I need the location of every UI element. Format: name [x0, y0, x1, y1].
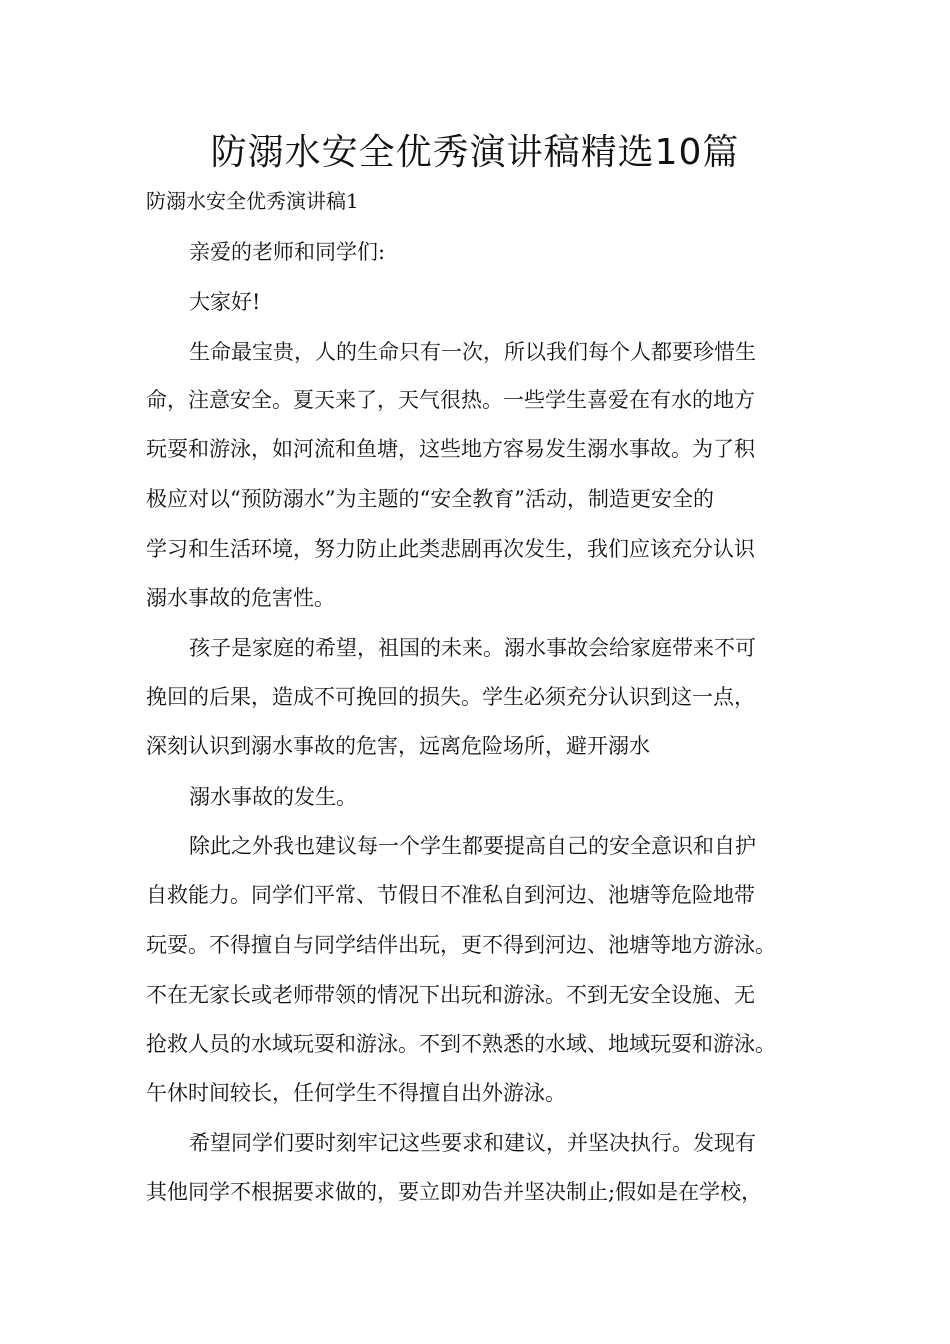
- text-line: 挽回的后果，造成不可挽回的损失。学生必须充分认识到这一点，: [146, 685, 755, 709]
- text-line: 除此之外我也建议每一个学生都要提高自己的安全意识和自护: [189, 834, 756, 858]
- text-line: 玩耍。不得擅自与同学结伴出玩，更不得到河边、池塘等地方游泳。: [146, 933, 776, 957]
- text-line: 极应对以“预防溺水”为主题的“安全教育”活动，制造更安全的: [146, 487, 714, 511]
- text-line: 亲爱的老师和同学们:: [189, 240, 386, 264]
- text-line: 其他同学不根据要求做的，要立即劝告并坚决制止;假如是在学校，: [146, 1180, 763, 1204]
- text-line: 自救能力。同学们平常、节假日不准私自到河边、池塘等危险地带: [146, 883, 755, 907]
- text-line: 学习和生活环境，努力防止此类悲剧再次发生，我们应该充分认识: [146, 537, 755, 561]
- text-line: 希望同学们要时刻牢记这些要求和建议，并坚决执行。发现有: [189, 1131, 756, 1155]
- text-line: 大家好!: [189, 290, 261, 314]
- document-title: 防溺水安全优秀演讲稿精选10篇: [210, 132, 740, 173]
- text-line: 深刻认识到溺水事故的危害，远离危险场所，避开溺水: [146, 734, 650, 758]
- text-line: 生命最宝贵，人的生命只有一次，所以我们每个人都要珍惜生: [189, 340, 756, 364]
- text-line: 溺水事故的危害性。: [146, 586, 335, 610]
- text-line: 命，注意安全。夏天来了，天气很热。一些学生喜爱在有水的地方: [146, 388, 755, 412]
- section-heading: 防溺水安全优秀演讲稿1: [146, 189, 359, 213]
- text-line: 午休时间较长，任何学生不得擅自出外游泳。: [146, 1081, 566, 1105]
- text-line: 溺水事故的发生。: [189, 785, 357, 809]
- text-line: 不在无家长或老师带领的情况下出玩和游泳。不到无安全设施、无: [146, 983, 755, 1007]
- text-line: 孩子是家庭的希望，祖国的未来。溺水事故会给家庭带来不可: [189, 636, 756, 660]
- text-line: 玩耍和游泳，如河流和鱼塘，这些地方容易发生溺水事故。为了积: [146, 437, 755, 461]
- text-line: 抢救人员的水域玩耍和游泳。不到不熟悉的水域、地域玩耍和游泳。: [146, 1032, 776, 1056]
